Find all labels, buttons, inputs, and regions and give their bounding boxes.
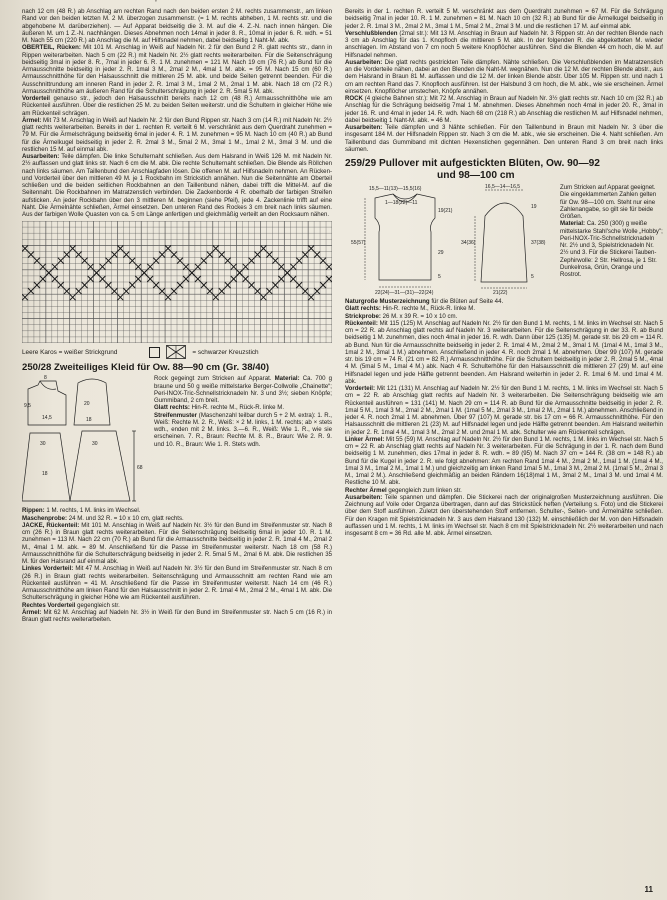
left-column [22,8,332,623]
paragraph-jacke [22,522,332,566]
dim-label: 55(57) [351,240,366,246]
paragraph-rechter [345,487,663,494]
label: Linkes Vorderteil: [22,565,74,573]
dim-label: 30 [92,441,98,448]
dim-label: 9,5 [24,403,31,410]
dim-label: 30 [40,441,46,448]
dim-label: 20 [84,401,90,408]
label: Naturgroße Musterzeichnung [345,298,430,305]
dim-label: 8 [44,375,47,382]
dim-label: 22(24)—31—(31)—22(24) [375,290,434,296]
section-heading-250: 250/28 Zweiteiliges Kleid für Ow. 88—90 cm (Gr. 38/40) [22,362,270,374]
text: Mit 121 (131) M. Anschlag auf Nadeln Nr. 2½ für den Bund 1 M. rechts, 1 M. links im Wechsel str. Nach 5 cm = 22 R. ab Anschlag glatt rechts auf Nadeln Nr. 3 weiterarbeiten. Die Seitenschrägung beidseitig wie am Rückenteil ausführen = 131 (141) M. Nach 29 cm = 114 R. ab Bund für die Armausschnitte beidseitig in jeder 2. R. 1mal 5 M., 1mal 3 M., 2mal 2 M., 2mal 1 M. (1mal 5 M., 2mal 3 M., 1mal 2 M., 2mal 1 M.) abnehmen. Anschließend in jeder 4. R. noch 2mal 1 M. abnehmen. Über 97 (107) M. gerade str. bis 17 cm = 66 R. Armausschnitthöhe. Für den Halsausschnitt die mittleren 21 (23) M. auf Hilfsnadel legen und jede Hälfte getrennt beenden. Am Halsrand weiterhin in jeder 2. R. 1mal 4 M., 1mal 3 M., 2mal 2 M. und 2mal 1 M. abk. Schulter wie am Rückenteil schrägen. [345,385,663,436]
label: Material: [560,220,586,228]
text: Mit 101 M. Anschlag in Weiß auf Nadeln Nr. 3½ für den Bund im Streifenmuster str. Nach 8 cm (26 R.) in Braun glatt rechts weiterarbeiten. Für die Seitenschrägung beidseitig 6mal in jeder 10. R. 1 M. zunehmen = 113 M. Nach 22 cm (70 R.) ab Bund für die Armausschnitte beidseitig in jeder 2. R. 1mal 4 M., 2mal 2 M., 4mal 1 M. abk. = 89 M. Anschließend für die Passe im Streifenmuster weiterstr. Nach 18 cm (58 R.) Armausschnitthöhe für die Schulterschrägung beidseitig in jeder 2. R. 5mal 5 M., 2mal 6 M. abk. Die restlichen 35 M. für den Halsrand auf einmal abk. [22,521,333,565]
label: Vorderteil: [345,385,376,392]
dim-label: 21(22) [493,290,508,296]
dress-intro-text [154,375,332,507]
dim-label: 18 [86,417,92,424]
label: Ausarbeiten: [345,493,383,501]
paragraph-oberteil [22,44,332,95]
text: für die Blüten auf Seite 44. [429,298,504,305]
text: 1 M. rechts, 1 M. links im Wechsel. [44,507,141,515]
paragraph-aermel2 [22,609,332,624]
paragraph: Zum Stricken auf Apparat geeignet. Die eingeklammerten Zahlen gelten für Ow. 98—100 cm. Steht nur eine Zahlenangabe, so gilt sie für beide Größen. [560,184,657,220]
label: Rechter Ärmel [345,486,387,494]
text: Hin-R. rechte M., Rück-R. linke M. [189,404,285,412]
paragraph-ausarbeiten3 [345,494,663,538]
label: Maschenprobe: [22,514,68,522]
section-heading-259-cont: und 98—100 cm [437,170,515,181]
label: Ärmel: [22,608,42,616]
dim-label: 14,5 [42,415,52,422]
paragraph-naturgross [345,298,663,305]
label: Glatt rechts: [154,404,190,412]
text: Mit 101 M. Anschlag in Weiß auf Nadeln Nr. 2 für den Bund 2 R. glatt rechts str., dann in Rippen weiterarbeiten. Nach 5 cm (22 R.) mit Nadeln Nr. 2½ glatt rechts weiterarbeiten. Für die Seitenschrägung beidseitig 3mal in jeder 8. R., 7mal in jeder 6. R. 1 M. zunehmen = 121 M. Nach 19 cm (76 R.) ab Bund für die Armausschnitte beidseitig in jeder 2. R. 1mal 3 M., 2mal 2 M., 4mal 1 M. abk. = 95 M. Nach 15 cm (60 R.) Armausschnitthöhe für den Halsausschnitt die mittleren 25 M. abk. und beide Seiten getrennt beenden. Für die Ausschnittrundung am inneren Rand in jeder 2. R. 1mal 3 M., 1mal 2 M., 2mal 1 M. abk. Nach 18 cm (72 R.) Armausschnitthöhe am äußeren Rand für die Schulterschrägung in jeder 2. R. 5mal 5 M. abk. [22,44,332,95]
cross-stitch-chart [22,221,332,343]
dim-label: 19 [531,204,537,210]
text: Ca. 250 (300) g weiße mittelstarke Stahl'sche Wolle „Hobby"; Peri-INOX-Tric-Schnellstricknadeln Nr. 2½ und 3, Spielstricknadeln Nr. 2½ und 3. Für die Stickerei Tauben-Zephirwolle: 2 Str. Hellrosa, je 1 Str. Dunkelrosa, Grün, Orange und Rostrot. [560,220,663,278]
label: Ausarbeiten: [345,124,383,131]
pullover-intro-text [560,184,663,298]
paragraph [154,375,332,404]
paragraph-vorderteil [22,95,332,117]
text: Rock gegeingt zum Stricken auf Apparat. [154,375,275,383]
paragraph-ruecken [345,320,663,385]
label: OBERTEIL, Rücken: [22,44,81,52]
text: Mit 73 M. Anschlag in Weiß auf Nadeln Nr. 2 für den Bund Rippen str. Nach 3 cm (14 R.) mit Nadeln Nr. 2½ glatt rechts weiterarbeiten. Bereits in der 1. rechten R. verteilt 6 M. verschränkt aus dem Querdraht zunehmen = 79 M. Für die Ärmelschrägung beidseitig 6mal in jeder 4. R. 1 M. zunehmen = 95 M. Nach 10 cm (40 R.) ab Bund für die Ärmelkugel beidseitig in jeder 2. R. 2mal 3 M., 5mal 2 M., 3mal 1 M., 1mal 2 M., 3mal 3 M. und die restlichen 15 M. auf einmal abk. [22,116,332,153]
dim-label: 29 [438,250,444,256]
text: Mit 55 (59) M. Anschlag auf Nadeln Nr. 2½ für den Bund 1 M. rechts, 1 M. links im Wechsel str. Nach 5 cm = 22 R. ab Anschlag glatt rechts auf Nadeln Nr. 3 weiterarbeiten. Für die Schrägung in der 1. R. nach dem Bund beidseitig 1 M. zunehmen, dies 17mal in jeder 8. R. wdh. = 89 (95) M. Nach 37 cm = 144 R. (38 cm = 148 R.) ab Bund für die Kugel in jeder 2. R. wie folgt abnehmen: Am rechten Rand 1mal 4 M., 2mal 2 M., 1mal 1 M. (1mal 4 M., 1mal 3 M., 1mal 2 M., 1mal 1 M.) und gleichzeitig am linken Rand 1mal 5 M., 1mal 3 M., 2mal 2 M. (1mal 5 M., 2mal 3 M., 1mal 2 M.). Anschließend gleichmäßig an beiden Rändern 16(18)mal 1 M., 3mal 2 M., 1mal 3 M. und 1mal 4 M. Restliche 10 M. abk. [345,435,663,487]
dress-schematic-area [22,375,332,507]
text: Teile spannen und dämpfen. Die Stickerei nach der originalgroßen Musterzeichnung ausführen. Die Zeichnung auf Voile oder Organza übertragen, dann auf das Strickstück heften (Verteilung s. Foto) und die Stickerei über dem Stoff ausführen. Zuletzt den überstehenden Stoff entfernen. Schulter-, Seiten- und Ärmelnähte schließen. Für den Kragen mit Spielstricknadeln Nr. 3 aus dem Halsrand 130 (132) M. einschließlich der M. von den Hilfsnadeln auffassen und 1 M. rechts, 1 M. links im Wechsel str. Nach 8 cm mit Spielstricknadeln Nr. 2½ weiterarbeiten und nach insgesamt 8 cm = 36 Rd. alle M. abk. Ärmel einsetzen. [345,493,663,537]
text: Mit 62 M. Anschlag auf Nadeln Nr. 3½ in Weiß für den Bund im Streifenmuster str. Nach 5 cm (16 R.) in Braun glatt rechts weiterarbeiten. [22,608,332,623]
text: Teile dämpfen und 3 Nähte schließen. Für den Taillenbund in Braun mit Nadeln Nr. 3 über die insgesamt 184 M. der Hilfsnadeln Rippen str. Nach 3 cm die M. abk., wie sie erscheinen. Die 4. Naht schließen. Am Taillenbund das Gummiband mit dichten Hexenstichen gegennähen. Den unteren Rand 3 cm breit nach links säumen. [345,124,663,153]
right-column [345,8,663,537]
text: Teile dämpfen. Die linke Schulternaht schließen. Aus dem Halsrand in Weiß 126 M. mit Nadeln Nr. 2½ auffassen und glatt links str. Nach 6 cm die M. abk. Die rechte Schulternaht schließen. Die Blende als Röllchen nach links säumen. Am Taillenbund den Anschlagfaden lösen. Die offenen M. auf Hilfsnadeln nehmen. An Rücken- und Vorderteil über den mittleren 49 M. je 1 Rockbahn im Strickstich annähen. Nun die Seitennähte am Oberteil schließen und die beiden seitlichen Rockbahnen an den Taillenbund nähen, dabei trifft die Mittel-M. auf die Seitennaht. Die Rockbahnen im Matratzenstich verbinden. Die Zackenborde 4 R. oberhalb der farbigen Streifen aufsticken. An jeder Rockbahn über den 3 mittleren M. beginnen (siehe Pfeil), jede 4. Zackenlinie trifft auf eine Naht. Die Ärmelnähte schließen, Ärmel einsetzen. Den unteren Rand des Rockes 3 cm breit nach links säumen. Aus der farbigen Wolle Quasten von ca. 5 cm Länge anfertigen und gleichmäßig verteilt an den Rocksaum nähen. [22,153,332,218]
label: ROCK [345,95,363,102]
dim-label: 1—18(22)—11 [385,200,418,206]
label: Ausarbeiten: [345,58,383,66]
text: Mit 47 M. Anschlag in Weiß auf Nadeln Nr. 3½ für den Bund im Streifenmuster str. Nach 8 cm (26 R.) in Braun glatt rechts weiterarbeiten. Seitenschrägung und Armausschnitt am rechten Rand wie am Rückenteil ausführen = 41 M. Anschließend für die Passe im Streifenmuster weiterstr. Nach 14 cm (46 R.) Armausschnitthöhe am linken Rand für den Halsausschnitt in jeder 2. R. 1mal 4 M., 2mal 2 M., 4mal 1 M. abk. Die Schulterschrägung in gleicher Höhe wie am Rückenteil ausführen. [22,565,332,602]
text: Ca. 700 g braune und 50 g weiße mittelstarke Berger-Collwolle „Chainette“; Peri-INOX-Tric-Schnellstricknadeln Nr. 3 und 3½; sieben Knöpfe; Gummiband, 2 cm breit. [154,375,332,404]
chart-legend [22,345,332,359]
dim-label: 16,5—14—16,5 [485,184,521,190]
legend-empty-label: Leere Karos = weißer Strickgrund [22,348,118,356]
label: Rückenteil: [345,319,378,327]
text: genauso str., jedoch den Halsausschnitt bereits nach 12 cm (48 R.) Armausschnitthöhe wie am Rückenteil ausführen. Über die restlichen 25 M. zu beiden Seiten weiterstr. und die Schultern in gleicher Höhe wie am Rückenteil schrägen. [22,95,332,117]
paragraph-glatt [345,305,663,312]
paragraph [154,412,332,448]
section-heading-259: 259/29 Pullover mit aufgestickten Blüten, Ow. 90—92 [345,158,600,169]
dim-label: 5 [531,274,534,280]
label: Rechtes Vorderteil [22,601,76,609]
legend-cross-square-icon [166,345,186,359]
label: Ausarbeiten: [22,153,60,160]
paragraph-verschluss [345,30,663,59]
pullover-pattern-schematic [345,184,557,298]
text: 26 M. x 39 R. = 10 x 10 cm. [380,312,458,320]
label: Glatt rechts: [345,305,381,313]
dim-label: 19(21) [438,208,453,214]
paragraph-ausarbeiten [22,153,332,218]
paragraph-ausarbeiten [345,59,663,95]
paragraph-rippen [22,507,332,514]
paragraph-rechtes [22,602,332,609]
paragraph-strickprobe [345,313,663,320]
label: JACKE, Rückenteil: [22,521,80,529]
paragraph-aermel [22,117,332,153]
label: Vorderteil [22,95,50,102]
dress-pattern-schematic [22,375,150,507]
paragraph [560,220,663,278]
text: (4 gleiche Bahnen str.): Mit 72 M. Anschlag in Braun auf Nadeln Nr. 3½ glatt rechts str. Nach 10 cm (32 R.) ab Anschlag für die Schrägung beidseitig 7mal 1 M. abnehmen. Dieses Abnehmen noch 4mal in jeder 20. R., 3mal in jeder 16. R. und 4mal in jeder 14. R. wdh. Nach 68 cm (218 R.) ab Anschlag die restlichen M. auf Hilfsnadel nehmen, dabei beidseitig 1 Naht-M. abk. = 46 M. [345,95,663,124]
pullover-schematic-area [345,184,663,298]
legend-cross-label: = schwarzer Kreuzstich [192,348,259,356]
text: Hin-R. rechte M., Rück-R. linke M. [380,305,476,313]
text: (Maschenzahl teilbar durch 5 + 2 M. extra): 1. R., Weiß: Rechte M. 2. R., Weiß: × 2 M. links, 1 M. rechts; ab × stets wdh., enden mit 2 M. links. 3.—6. R., Weiß: Wie 1. R., wie sie erscheinen. 7. R., Braun: Rechte M. 8. R., Braun: Wie 2. R. 9. und 10. R., Braun: Wie 1. R. Stets wdh. [154,411,332,448]
text: gegengleich str. [75,601,120,609]
page-number: 11 [644,885,653,894]
label: Strickprobe: [345,312,381,320]
paragraph: Bereits in der 1. rechten R. verteilt 5 M. verschränkt aus dem Querdraht zunehmen = 67 M. Für die Schrägung beidseitig 7mal in jeder 10. R. 1 M. zunehmen = 81 M. Nach 10 cm (32 R.) ab Bund für die Ärmelkugel beidseitig in jeder 2. R. 1mal 3 M., 2mal 2 M., 3mal 1 M., 5mal 2 M., 2mal 3 M. und die restlichen 17 M. auf einmal abk. [345,8,663,30]
text: (2mal str.): Mit 13 M. Anschlag in Braun auf Nadeln Nr. 3 Rippen str. An der rechten Blende nach 3 cm ab Anschlag für das 1. Knopfloch die mittleren 5 M. abk. In der folgenden R. die abgeketteten M. wieder anschlagen. Im Abstand von 7 cm noch 5 weitere Knopflöcher ausführen. Sind die Blenden 44 cm hoch, die M. auf Hilfsnadel nehmen. [345,29,663,59]
label: Streifenmuster [154,411,198,419]
paragraph-rock [345,95,663,124]
dim-label: 5 [438,274,441,280]
dim-label: 34(36) [461,240,476,246]
text: Mit 115 (125) M. Anschlag auf Nadeln Nr. 2½ für den Bund 1 M. rechts, 1 M. links im Wechsel str. Nach 5 cm = 22 R. ab Anschlag glatt rechts auf Nadeln Nr. 3 weiterarbeiten. Für die Seitenschrägung in der 33. R. ab Bund beidseitig 1 M. zunehmen, dies noch 4mal in jeder 16. R. wdh. Dann über 125 (135) M. gerade str. bis 29 cm = 114 R. ab Bund. Nun für die Armausschnitte beidseitig in jeder 2. R. 1mal 4 M., 2mal 2 M., 3mal 1 M. (1mal 4 M., 1mal 3 M., 1mal 2 M., 3mal 1 M.) abnehmen. Anschließend in jeder 4. R. noch 2mal 1 M. abnehmen. Über 99 (107) M. gerade str. bis 19 cm = 74 R. (21 cm = 82 R.) Armausschnitthöhe. Für die Schultern beidseitig in jeder 2. R. 2mal 5 M., 4mal 4 M. (5mal 5 M., 1mal 4 M.) abk. Nach 4 R. Schulterhöhe für den Halsausschnitt die mittleren 27 (29) M. auf eine Hilfsnadel legen und jede Hälfte getrennt beenden. Am Halsrand weiterhin in jeder 2. R. 1mal 6 M. und 1mal 4 M. abk. [345,319,663,385]
text: Die glatt rechts gestrickten Teile dämpfen. Nähte schließen. Die Verschlußblenden im Matratzenstich an die Vorderteile nähen, dabei an den Blenden die Naht-M. wegnähen. Nun die 12 M. der rechten Blende abstr., aus dem Halsrand in Braun 81 M. auffassen und die 12 M. der linken Blende abstr. Über 105 M. Rippen str. und nach 1 cm am rechten Rand das 7. Knopfloch ausführen. Ist der Halsbund 3 cm hoch, die M. abk., wie sie erscheinen. Ärmel einsetzen. Knopflöcher umstechen, Knöpfe annähen. [345,58,663,95]
paragraph: nach 12 cm (48 R.) ab Anschlag am rechten Rand nach den beiden ersten 2 M. rechts zusammenstr., am linken Rand vor den beiden letzten M. 2 M. überzogen zusammenstr. (= 1 M. rechts abheben, 1 M. rechts str. und die abgehobene M. darüberziehen). — Auf Apparat beidseitig die 3. M. auf die 4. Z.-N. nach innen hängen. Die äußeren M. um 1 Z.-N. nachhängen. Dieses Abnehmen noch 14mal in jeder 8. R., 10mal in jeder 6. R. wdh. = 51 M. Nach 55 cm (220 R.) ab Anschlag die M. auf Hilfsnadel nehmen, dabei beidseitig 1 Naht-M. abk. [22,8,332,44]
label: Material: [274,375,300,383]
paragraph-linkes [22,565,332,601]
paragraph-linker [345,436,663,487]
stitch-grid-svg [22,221,332,343]
paragraph [154,404,332,411]
paragraph-maschenprobe [22,515,332,522]
label: Verschlußblenden [345,29,398,37]
label: Linker Ärmel: [345,435,385,443]
text: 24 M. und 32 R. = 10 x 10 cm, glatt rechts. [67,514,184,522]
label: Ärmel: [22,116,42,124]
paragraph-vorder [345,385,663,436]
label: Rippen: [22,507,45,515]
page-mark: ˚ [155,1,157,7]
text: gegengleich zum linken str. [386,486,462,494]
dim-label: 68 [137,465,143,472]
dim-label: 37(38) [531,240,546,246]
paragraph-ausarbeiten2 [345,124,663,153]
dim-label: 15,5—11(13)—15,5(16) [369,186,422,192]
legend-empty-square-icon [149,347,160,358]
dim-label: 18 [42,471,48,478]
